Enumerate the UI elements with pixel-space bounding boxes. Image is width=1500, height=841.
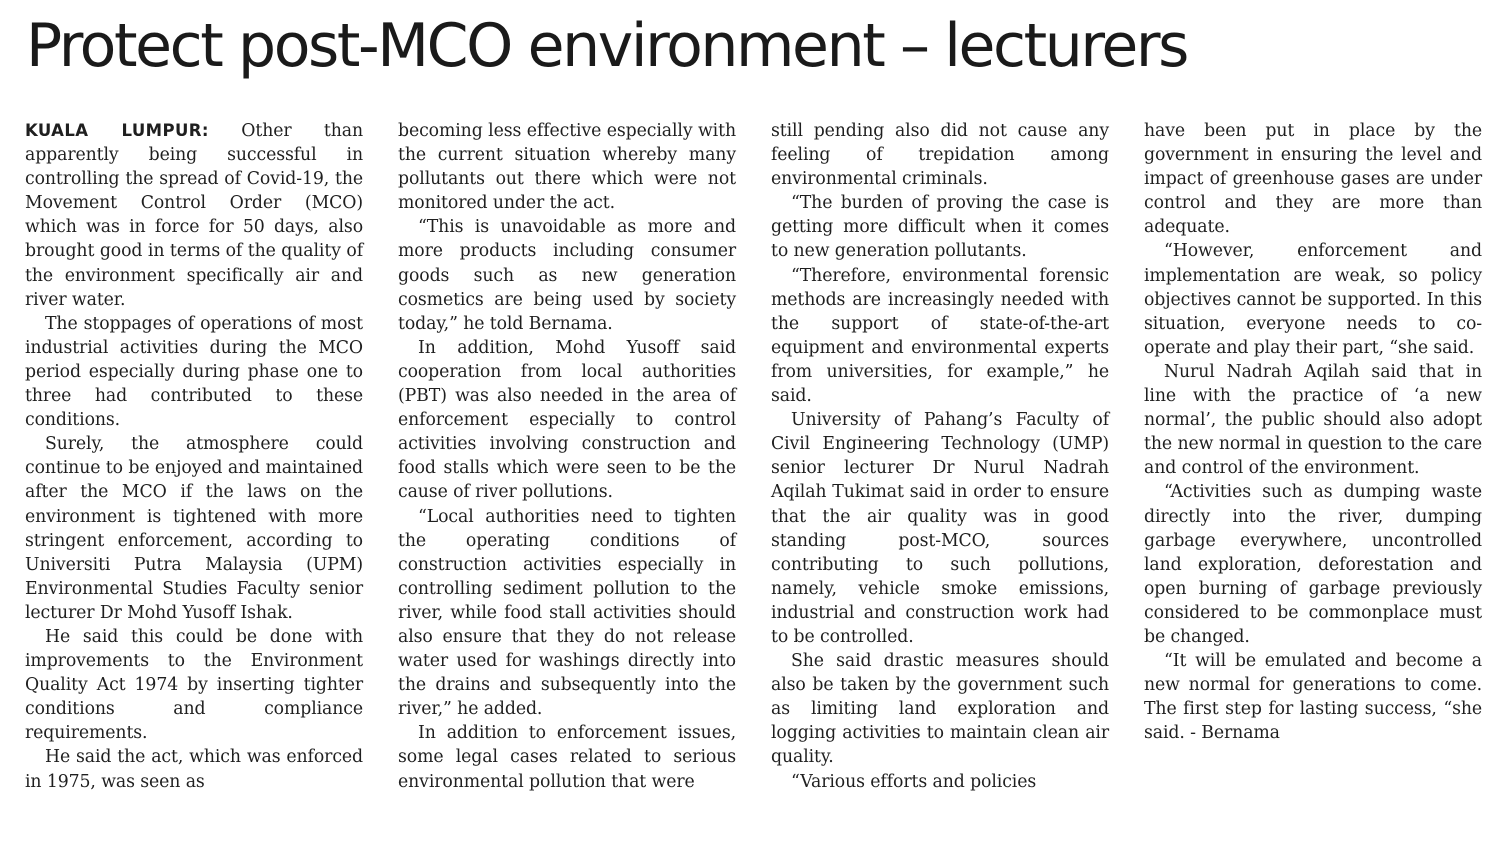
column-3	[771, 119, 1109, 794]
headline: Protect post-MCO environment – lecturers	[26, 11, 1187, 81]
paragraph: “Various efforts and policies	[791, 771, 1037, 792]
paragraph: The stoppages of operations of most industrial activities during the MCO period especially during phase one to three had contributed to these conditions.	[25, 313, 363, 431]
paragraph: “Local authorities need to tighten the operating conditions of construction activities especially in controlling sediment pollution to the river, while food stall activities should also ensure that they do not release water used for washings directly into the drains and subsequently into the river,” he added.	[398, 506, 736, 720]
paragraph: University of Pahang’s Faculty of Civil Engineering Technology (UMP) senior lecturer Dr Nurul Nadrah Aqilah Tukimat said in order to ensure that the air quality was in good standing post-MCO, sources contributing to such pollutions, namely, vehicle smoke emissions, industrial and construction work had to be controlled.	[771, 410, 1109, 647]
paragraph: He said this could be done with improvements to the Environment Quality Act 1974 by inserting tighter conditions and compliance requirements.	[25, 626, 363, 744]
paragraph: “The burden of proving the case is getting more difficult when it comes to new generation pollutants.	[771, 193, 1109, 262]
paragraph	[25, 119, 363, 312]
paragraph: In addition, Mohd Yusoff said cooperation from local authorities (PBT) was also needed in the area of enforcement especially to control activities involving construction and food stalls which were seen to be the cause of river pollutions.	[398, 337, 736, 503]
dateline: KUALA LUMPUR:	[25, 121, 209, 140]
paragraph: “It will be emulated and become a new normal for generations to come. The first step for lasting success, “she said. - Bernama	[1144, 651, 1482, 744]
paragraph: Nurul Nadrah Aqilah said that in line with the practice of ‘a new normal’, the public should also adopt the new normal in question to the care and control of the environment.	[1144, 361, 1482, 479]
paragraph: “Therefore, environmental forensic methods are increasingly needed with the support of state-of-the-art equipment and environmental experts from universities, for example,” he said.	[771, 265, 1109, 407]
paragraph: “However, enforcement and implementation are weak, so policy objectives cannot be supported. In this situation, everyone needs to co-operate and play their part, “she said.	[1144, 241, 1482, 358]
paragraph: have been put in place by the government in ensuring the level and impact of greenhouse gases are under control and they are more than adequate.	[1144, 121, 1482, 238]
article-body	[0, 119, 1500, 829]
paragraph: In addition to enforcement issues, some legal cases related to serious environmental pollution that were	[398, 723, 736, 792]
paragraph: He said the act, which was enforced in 1975, was seen as	[25, 747, 363, 792]
paragraph: She said drastic measures should also be taken by the government such as limiting land exploration and logging activities to maintain clean air quality.	[771, 651, 1109, 768]
column-4	[1144, 119, 1482, 745]
column-1	[25, 119, 363, 794]
paragraph: Surely, the atmosphere could continue to be enjoyed and maintained after the MCO if the laws on the environment is tightened with more stringent enforcement, according to Universiti Putra Malaysia (UPM) Environmental Studies Faculty senior lecturer Dr Mohd Yusoff Ishak.	[25, 434, 363, 623]
column-2	[398, 119, 736, 794]
paragraph-text: Other than apparently being successful in controlling the spread of Covid-19, the Movement Control Order (MCO) which was in force for 50 days, also brought good in terms of the quality of the environment specifically air and river water.	[25, 121, 363, 310]
paragraph: “This is unavoidable as more and more products including consumer goods such as new generation cosmetics are being used by society today,” he told Bernama.	[398, 217, 736, 334]
paragraph: “Activities such as dumping waste directly into the river, dumping garbage everywhere, uncontrolled land exploration, deforestation and open burning of garbage previously considered to be commonplace must be changed.	[1144, 482, 1482, 647]
paragraph: becoming less effective especially with the current situation whereby many pollutants out there which were not monitored under the act.	[398, 121, 736, 214]
paragraph: still pending also did not cause any feeling of trepidation among environmental criminals.	[771, 121, 1109, 190]
